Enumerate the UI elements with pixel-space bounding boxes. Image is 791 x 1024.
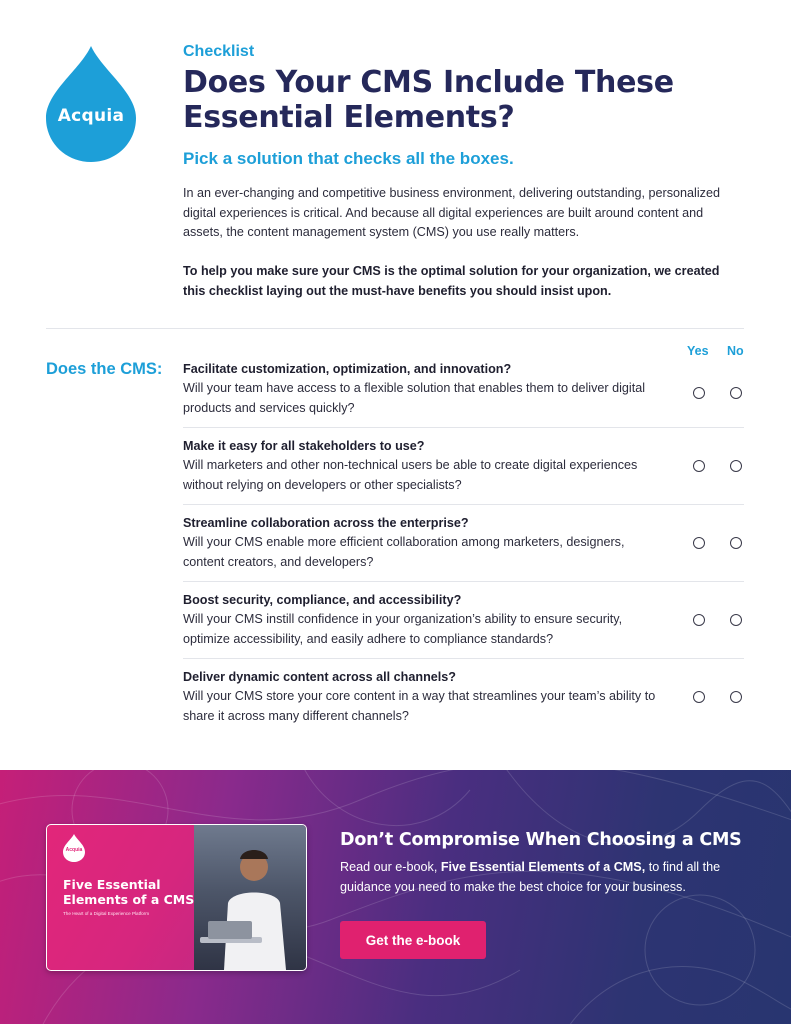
ebook-cover[interactable] (46, 824, 307, 971)
yes-radio[interactable] (693, 691, 705, 703)
yes-radio[interactable] (693, 460, 705, 472)
intro-paragraph: In an ever-changing and competitive business environment, delivering outstanding, personalized digital experiences is critical. And because all digital experiences are built around content and assets, the content management system (CMS) you use really matters. (183, 186, 720, 240)
card-subtitle: The Heart of a Digital Experience Platform (63, 911, 150, 916)
no-radio[interactable] (730, 537, 742, 549)
checklist-question: Boost security, compliance, and accessibility? (183, 593, 462, 607)
checklist-answer: Will your CMS instill confidence in your organization’s ability to ensure security, optimize accessibility, and easily adhere to compliance standards? (183, 612, 623, 646)
checklist-section-label: Does the CMS: (46, 360, 163, 378)
page-title: Does Your CMS Include These Essential Elements? (183, 65, 674, 135)
yes-column-header: Yes (687, 344, 709, 358)
promo-text-after: to find all the guidance you need to make the best choice for your business. (340, 860, 721, 894)
checklist-question: Make it easy for all stakeholders to use? (183, 439, 425, 453)
no-radio[interactable] (730, 691, 742, 703)
card-logo-text: Acquia (65, 847, 83, 853)
cover-photo (194, 825, 306, 970)
promo-text-before: Read our e-book, (340, 860, 438, 874)
no-column-header: No (727, 344, 744, 358)
card-title: Five Essential Elements of a CMS (63, 877, 195, 907)
intro-bold-paragraph: To help you make sure your CMS is the optimal solution for your organization, we created this checklist laying out the must-have benefits you should insist upon. (183, 264, 720, 298)
promo-text (340, 858, 740, 897)
yes-radio[interactable] (693, 614, 705, 626)
yes-radio[interactable] (693, 387, 705, 399)
checklist-question: Facilitate customization, optimization, and innovation? (183, 362, 512, 376)
page-subtitle: Pick a solution that checks all the boxes. (183, 149, 514, 168)
checklist-item (183, 582, 744, 659)
checklist-question: Deliver dynamic content across all channels? (183, 670, 456, 684)
drop-icon (44, 44, 138, 164)
eyebrow-label: Checklist (183, 43, 255, 60)
promo-banner (0, 770, 791, 1024)
no-radio[interactable] (730, 460, 742, 472)
checklist-item (183, 428, 744, 505)
checklist-question: Streamline collaboration across the enterprise? (183, 516, 469, 530)
checklist-items (183, 358, 744, 735)
checklist-answer: Will your CMS enable more efficient collaboration among marketers, designers, content creators, and developers? (183, 535, 625, 569)
yes-radio[interactable] (693, 537, 705, 549)
checklist-answer: Will marketers and other non-technical users be able to create digital experiences without relying on developers or other specialists? (183, 458, 638, 492)
checklist-answer: Will your team have access to a flexible solution that enables them to deliver digital products and services quickly? (183, 381, 646, 415)
no-radio[interactable] (730, 614, 742, 626)
logo-text: Acquia (57, 106, 125, 126)
checklist-answer: Will your CMS store your core content in a way that streamlines your team’s ability to share it across many different channels? (183, 689, 656, 723)
promo-text-bold: Five Essential Elements of a CMS, (440, 860, 646, 874)
promo-heading: Don’t Compromise When Choosing a CMS (340, 830, 742, 850)
checklist-item (183, 659, 744, 735)
person-illustration (194, 825, 306, 970)
get-ebook-button[interactable]: Get the e-book (340, 921, 486, 959)
no-radio[interactable] (730, 387, 742, 399)
acquia-logo (44, 44, 138, 164)
checklist-item (183, 358, 744, 428)
divider (46, 328, 744, 329)
checklist-item (183, 505, 744, 582)
